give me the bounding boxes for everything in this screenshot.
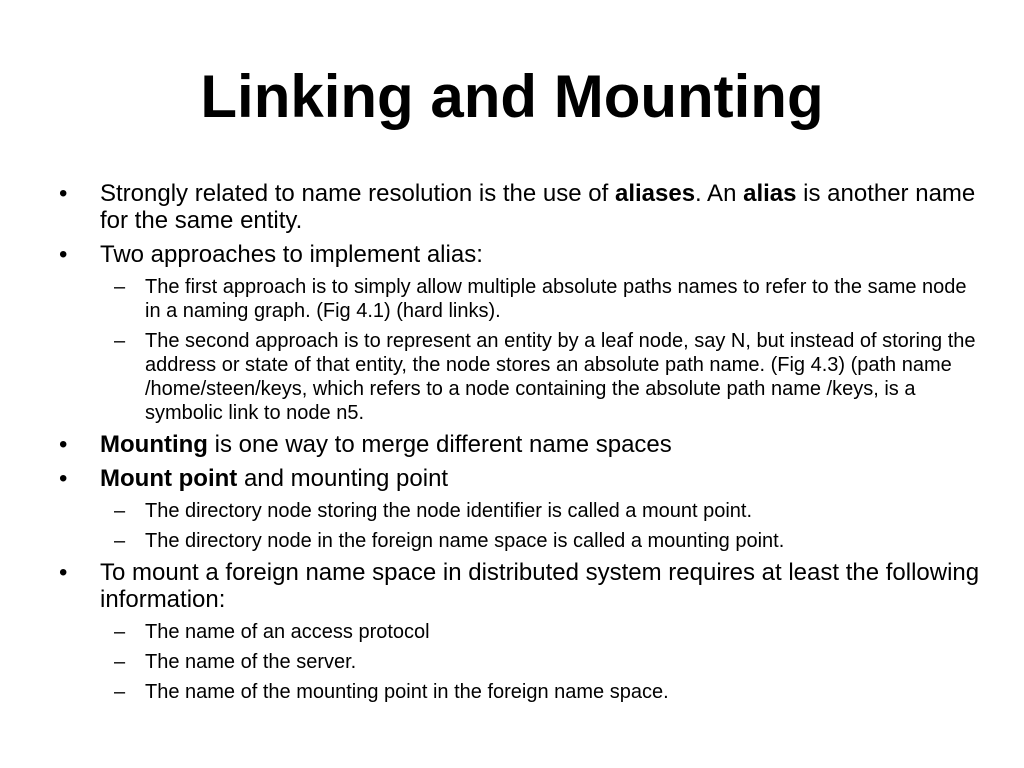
sub-bullet-marker: –: [114, 651, 126, 673]
sub-bullet-mounting-point-def: [0, 529, 1024, 553]
bullet-marker: •: [59, 465, 68, 492]
bullet-text: Strongly related to name resolution is the use of: [100, 180, 615, 207]
bold-term-aliases: aliases: [614, 180, 696, 207]
sub-bullet-mounting-point-name: [0, 680, 1024, 704]
sub-bullet-marker: –: [114, 621, 126, 643]
sub-bullet-text: The directory node storing the node identifier is called a mount point.: [145, 500, 753, 522]
bullet-mounting: [0, 431, 1024, 458]
bold-term-mounting: Mounting: [100, 431, 208, 458]
bullet-aliases: [0, 180, 1024, 234]
bullet-text: is one way to merge different name spaces: [207, 431, 672, 458]
sub-bullet-text: The name of the mounting point in the foreign name space.: [145, 681, 669, 703]
bullet-marker: •: [59, 241, 68, 268]
bullet-mount-requirements: [0, 559, 1024, 613]
bullet-text: Two approaches to implement alias:: [100, 241, 483, 268]
bullet-text: is another name for the same entity.: [100, 180, 976, 234]
sub-bullet-server-name: [0, 650, 1024, 674]
bullet-text: To mount a foreign name space in distributed system requires at least the following information:: [100, 559, 980, 613]
sub-bullet-text: The name of the server.: [145, 651, 357, 673]
sub-bullet-second-approach: [0, 329, 1024, 425]
bullet-marker: •: [59, 431, 68, 458]
slide-body: [0, 180, 1024, 710]
bullet-marker: •: [59, 559, 68, 586]
sub-bullet-marker: –: [114, 276, 126, 298]
sub-bullet-text: The name of an access protocol: [145, 621, 430, 643]
bullet-text: and mounting point: [237, 465, 449, 492]
sub-bullet-marker: –: [114, 500, 126, 522]
sub-bullet-text: The second approach is to represent an entity by a leaf node, say N, but instead of storing the address or state of that entity, the node stores an absolute path name. (Fig 4.3) (path name /home/steen/keys, which refers to a node containing the absolute path name /keys, is a symbolic link to node n5.: [145, 330, 976, 424]
bullet-mount-point: [0, 465, 1024, 492]
sub-bullet-first-approach: [0, 275, 1024, 323]
sub-bullet-marker: –: [114, 681, 126, 703]
sub-bullet-marker: –: [114, 530, 126, 552]
bullet-two-approaches: [0, 241, 1024, 268]
bold-term-mount-point: Mount point: [100, 465, 238, 492]
bullet-marker: •: [59, 180, 68, 207]
sub-bullet-text: The first approach is to simply allow multiple absolute paths names to refer to the same node in a naming graph. (Fig 4.1) (hard links).: [145, 276, 967, 322]
sub-bullet-mount-point-def: [0, 499, 1024, 523]
sub-bullet-text: The directory node in the foreign name space is called a mounting point.: [145, 530, 785, 552]
slide-title: Linking and Mounting: [200, 63, 824, 130]
bold-term-alias: alias: [743, 180, 797, 207]
sub-bullet-marker: –: [114, 330, 126, 352]
bullet-text: . An: [695, 180, 744, 207]
sub-bullet-access-protocol: [0, 620, 1024, 644]
